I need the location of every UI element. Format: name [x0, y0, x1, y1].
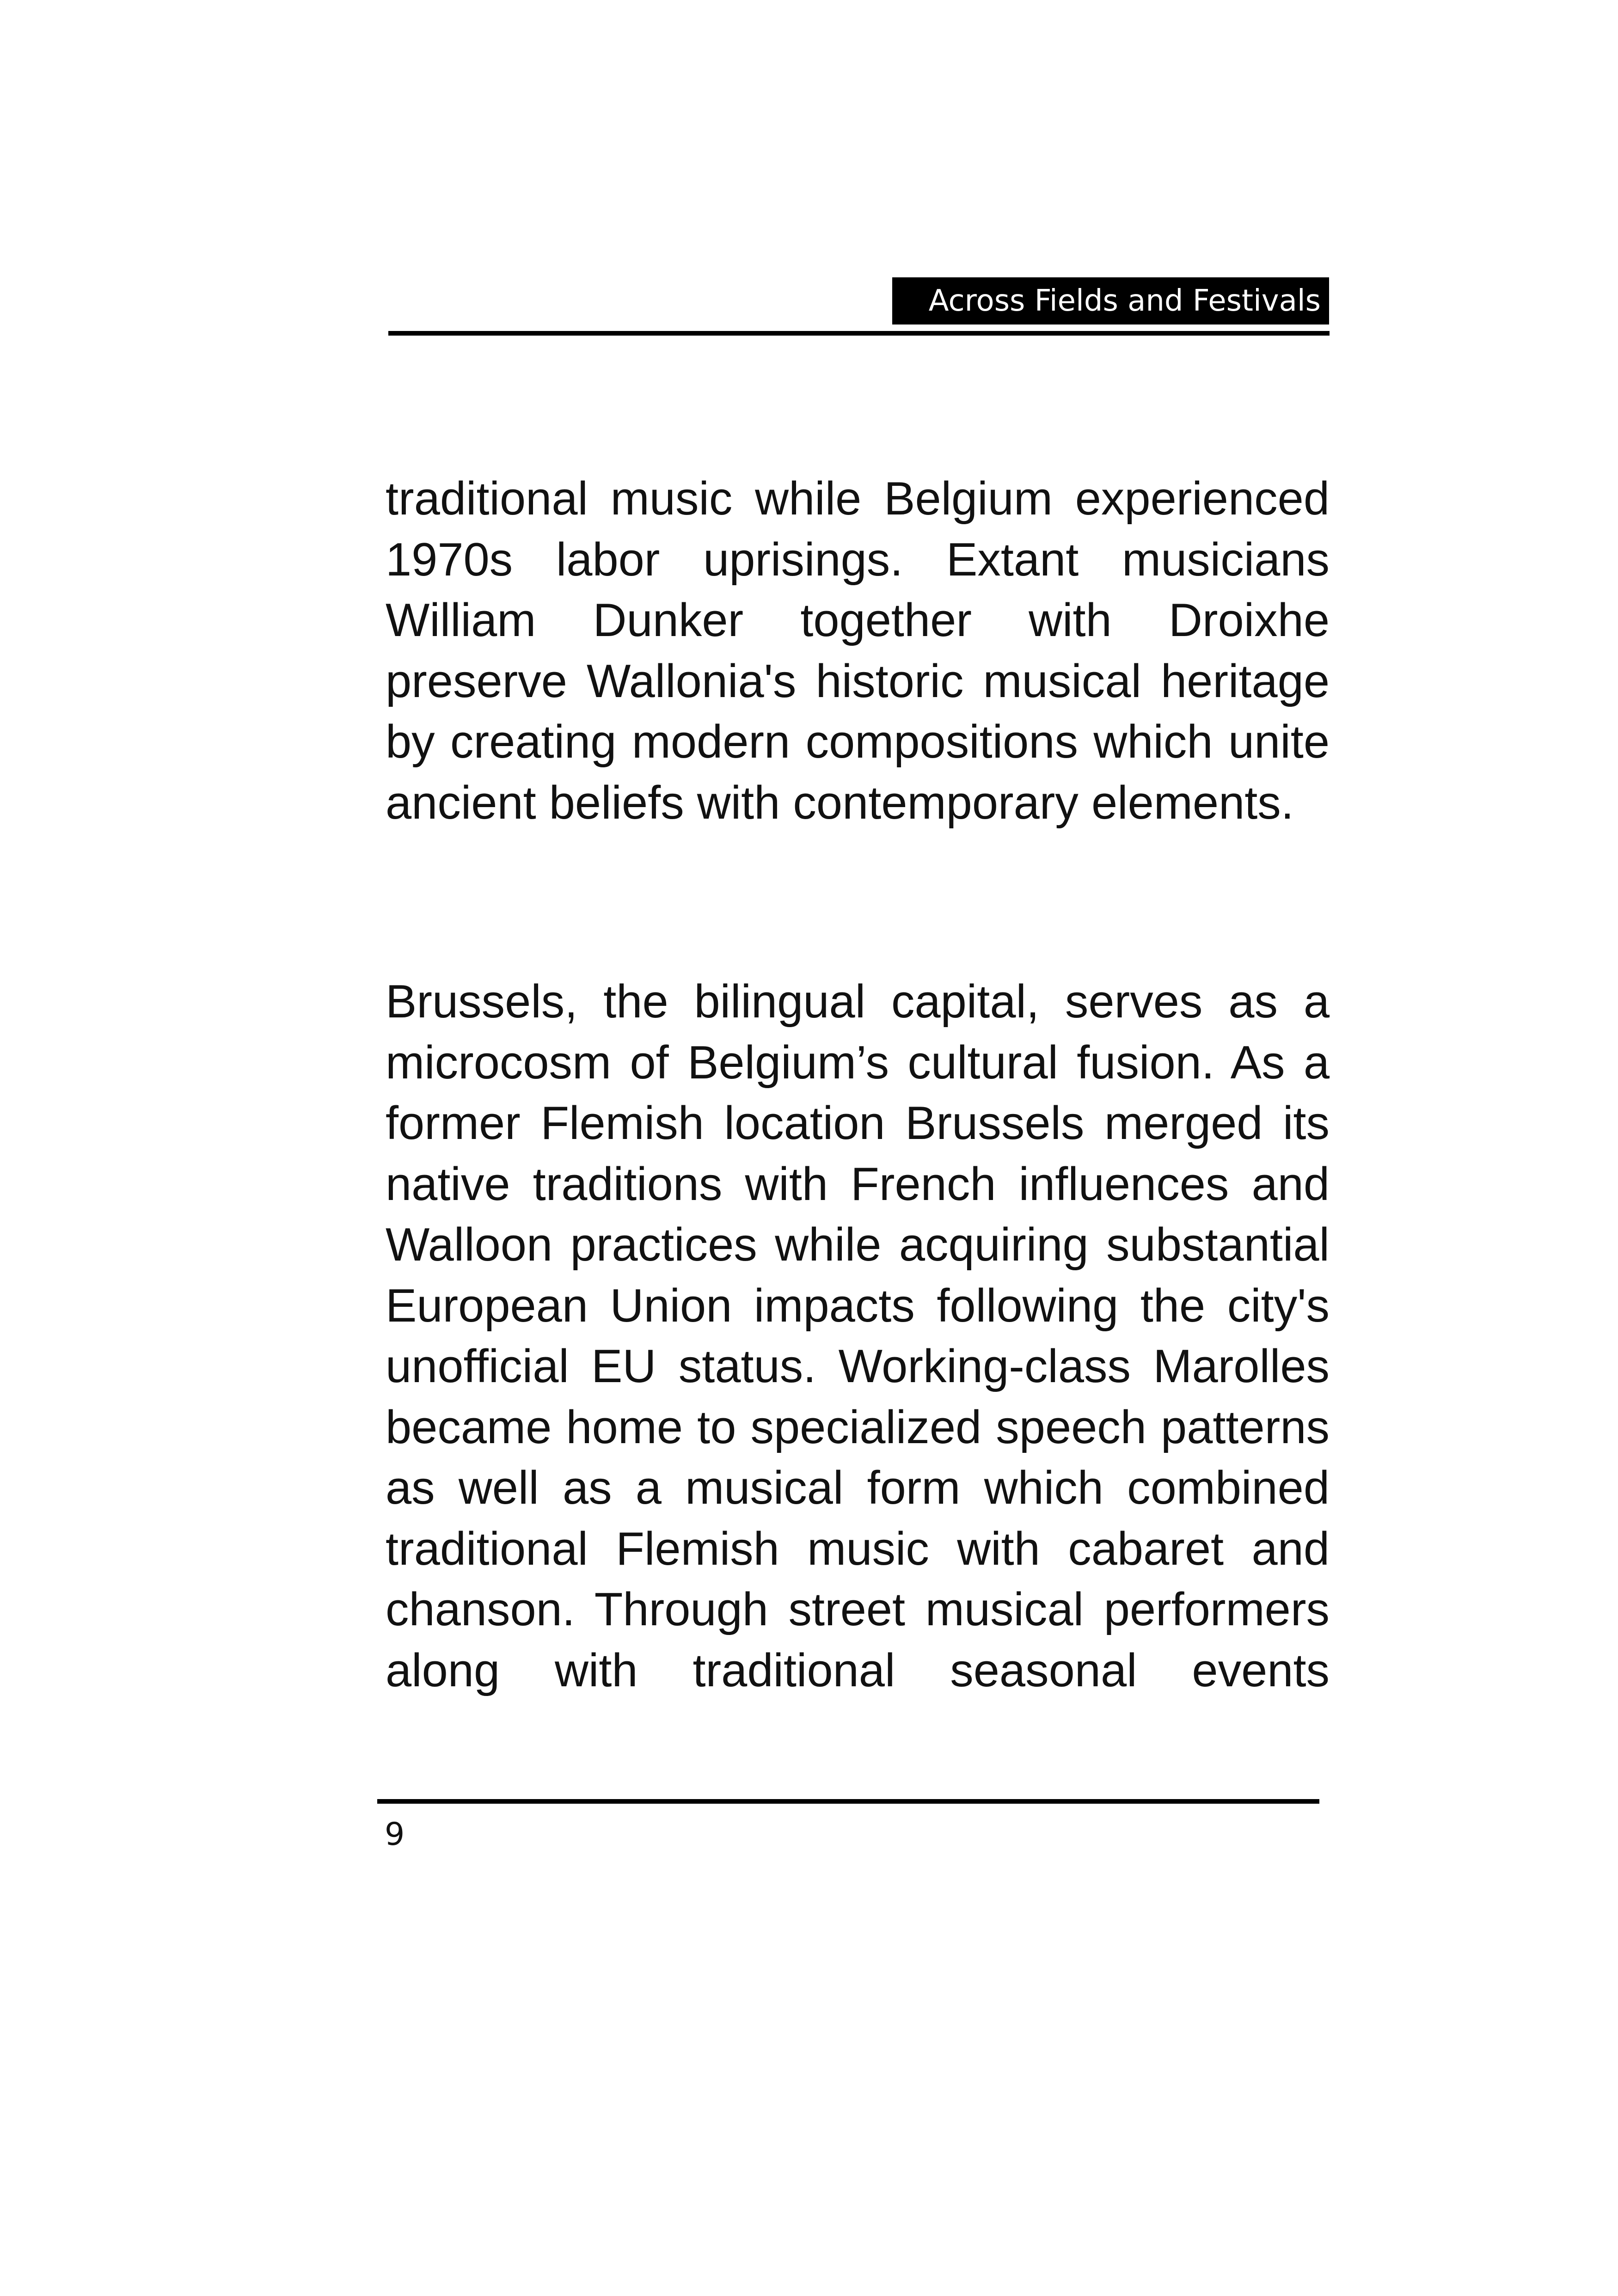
body-paragraph-1: traditional music while Belgium experienced 1970s labor uprisings. Extant musicians William Dunker together with Droixhe preserve Wallonia's historic musical heritage by creating modern compositions which unite ancient beliefs with contemporary elements. [386, 473, 1330, 829]
footer-rule [377, 1799, 1319, 1804]
header-rule [388, 331, 1330, 336]
body-paragraph-2: Brussels, the bilingual capital, serves as a microcosm of Belgium’s cultural fusion. As a former Flemish location Brussels merged its native traditions with French influences and Walloon practices while acquiring substantial European Union impacts following the city's unofficial EU status. Working-class Marolles became home to specialized speech patterns as well as a musical form which combined traditional Flemish music with cabaret and chanson. Through street musical performers along with traditional seasonal events [386, 976, 1330, 1696]
page-number: 9 [385, 1816, 405, 1853]
running-header-title: Across Fields and Festivals [892, 277, 1329, 325]
